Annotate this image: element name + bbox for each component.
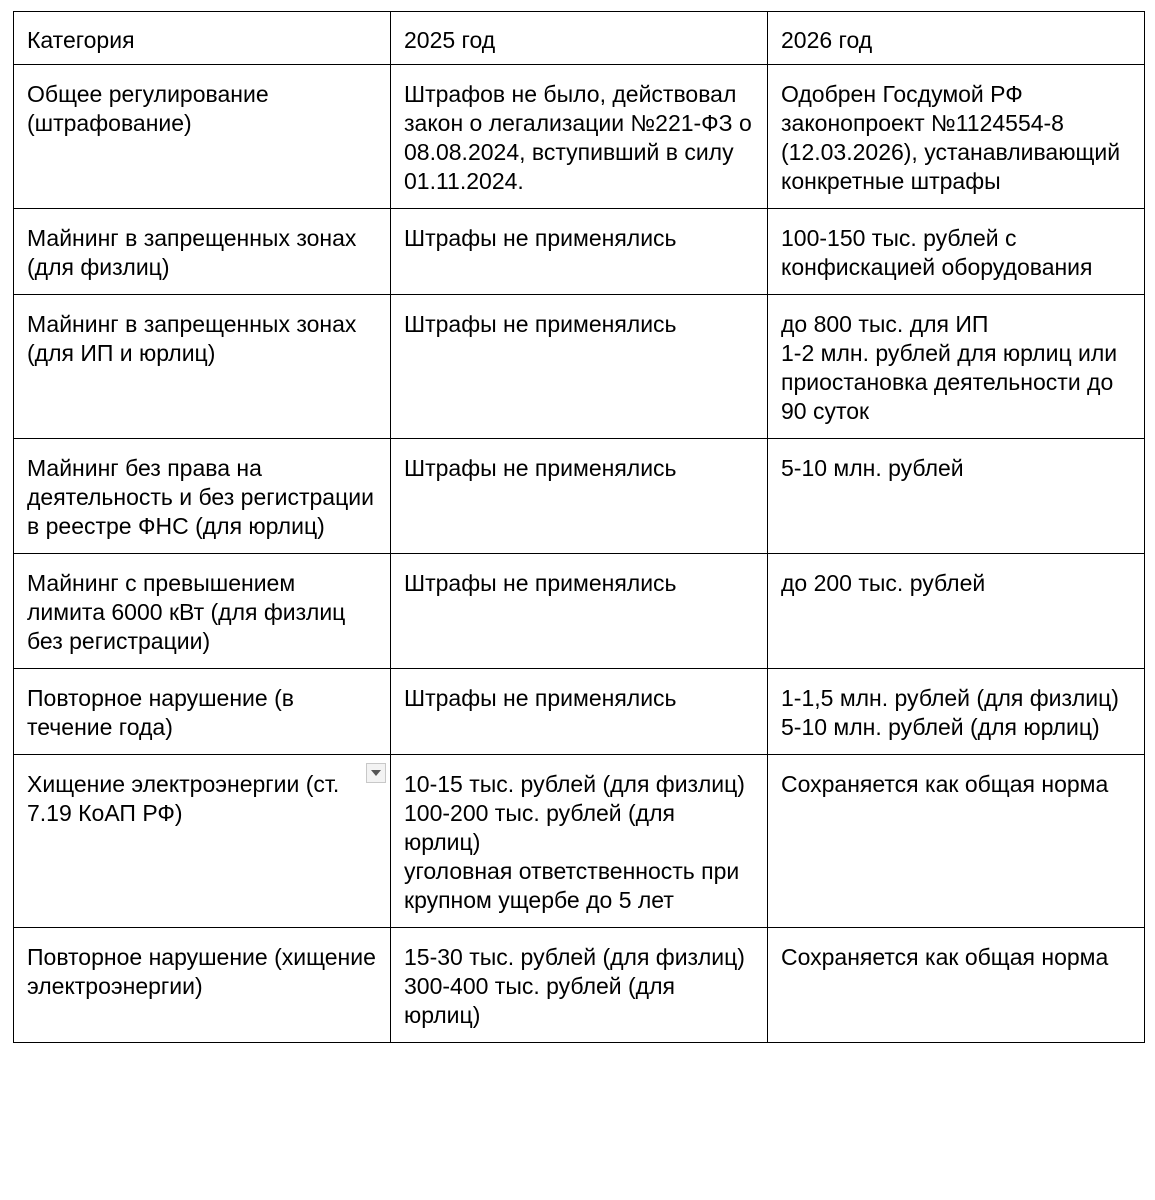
cell-line: Сохраняется как общая норма	[781, 771, 1109, 797]
cell-line: 15-30 тыс. рублей (для физлиц)	[404, 944, 745, 970]
header-cell-2025[interactable]	[391, 12, 768, 65]
cell-2026[interactable]	[768, 755, 1145, 928]
cell-2026[interactable]	[768, 669, 1145, 755]
cell-2025[interactable]	[391, 209, 768, 295]
cell-2025[interactable]	[391, 755, 768, 928]
cell-2025[interactable]	[391, 669, 768, 755]
cell-2026[interactable]	[768, 209, 1145, 295]
cell-category[interactable]	[14, 439, 391, 554]
cell-line: 1-1,5 млн. рублей (для физлиц)	[781, 685, 1119, 711]
category-text: Повторное нарушение (хищение электроэнергии)	[27, 944, 376, 999]
table-row	[14, 755, 1145, 928]
cell-line: Штрафы не применялись	[404, 685, 677, 711]
category-text: Майнинг без права на деятельность и без регистрации в реестре ФНС (для юрлиц)	[27, 455, 374, 539]
table-row	[14, 65, 1145, 209]
header-cell-category[interactable]	[14, 12, 391, 65]
header-cell-2026[interactable]	[768, 12, 1145, 65]
category-text: Майнинг в запрещенных зонах (для ИП и юрлиц)	[27, 311, 357, 366]
cell-line: 300-400 тыс. рублей (для юрлиц)	[404, 973, 675, 1028]
cell-category[interactable]	[14, 755, 391, 928]
dropdown-triangle	[371, 770, 381, 776]
cell-2026[interactable]	[768, 554, 1145, 669]
table-row	[14, 439, 1145, 554]
table-header-row	[14, 12, 1145, 65]
cell-2025[interactable]	[391, 439, 768, 554]
cell-category[interactable]	[14, 295, 391, 439]
cell-line: Штрафы не применялись	[404, 455, 677, 481]
header-label: 2026 год	[781, 27, 873, 53]
table-row	[14, 928, 1145, 1043]
category-text: Общее регулирование (штрафование)	[27, 81, 269, 136]
cell-line: Сохраняется как общая норма	[781, 944, 1109, 970]
cell-2025[interactable]	[391, 554, 768, 669]
cell-line: Штрафы не применялись	[404, 311, 677, 337]
cell-category[interactable]	[14, 669, 391, 755]
cell-category[interactable]	[14, 65, 391, 209]
cell-line: Штрафов не было, действовал закон о легализации №221-ФЗ о 08.08.2024, вступивший в силу 01.11.2024.	[404, 81, 752, 194]
cell-line: 10-15 тыс. рублей (для физлиц)	[404, 771, 745, 797]
cell-2026[interactable]	[768, 295, 1145, 439]
cell-line: до 200 тыс. рублей	[781, 570, 986, 596]
cell-2025[interactable]	[391, 295, 768, 439]
cell-2026[interactable]	[768, 65, 1145, 209]
cell-line: Штрафы не применялись	[404, 570, 677, 596]
cell-line: 100-200 тыс. рублей (для юрлиц)	[404, 800, 675, 855]
cell-category[interactable]	[14, 554, 391, 669]
cell-category[interactable]	[14, 209, 391, 295]
cell-line: 1-2 млн. рублей для юрлиц или приостановка деятельности до 90 суток	[781, 340, 1118, 424]
cell-category[interactable]	[14, 928, 391, 1043]
cell-line: уголовная ответственность при крупном ущербе до 5 лет	[404, 858, 740, 913]
header-label: 2025 год	[404, 27, 496, 53]
cell-line: Одобрен Госдумой РФ законопроект №1124554-8 (12.03.2026), устанавливающий конкретные штрафы	[781, 81, 1121, 194]
table-row	[14, 209, 1145, 295]
cell-2025[interactable]	[391, 65, 768, 209]
category-text: Хищение электроэнергии (ст. 7.19 КоАП РФ)	[27, 771, 340, 826]
header-label: Категория	[27, 27, 135, 53]
category-text: Майнинг в запрещенных зонах (для физлиц)	[27, 225, 357, 280]
cell-line: до 800 тыс. для ИП	[781, 311, 989, 337]
cell-2025[interactable]	[391, 928, 768, 1043]
cell-2026[interactable]	[768, 928, 1145, 1043]
cell-line: 100-150 тыс. рублей с конфискацией оборудования	[781, 225, 1093, 280]
cell-line: Штрафы не применялись	[404, 225, 677, 251]
comparison-table-container	[13, 11, 1144, 1043]
table-row	[14, 295, 1145, 439]
category-text: Повторное нарушение (в течение года)	[27, 685, 294, 740]
table-row	[14, 669, 1145, 755]
chevron-down-icon[interactable]	[366, 763, 386, 783]
comparison-table	[13, 11, 1145, 1043]
category-text: Майнинг с превышением лимита 6000 кВт (для физлиц без регистрации)	[27, 570, 346, 654]
cell-line: 5-10 млн. рублей	[781, 455, 964, 481]
table-row	[14, 554, 1145, 669]
cell-line: 5-10 млн. рублей (для юрлиц)	[781, 714, 1100, 740]
cell-2026[interactable]	[768, 439, 1145, 554]
